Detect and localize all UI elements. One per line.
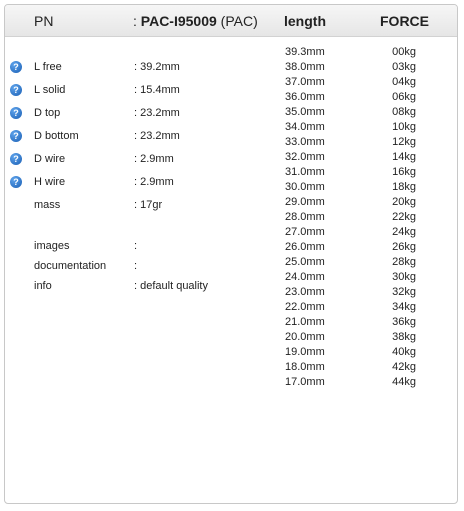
spring-spec-panel	[4, 4, 458, 504]
length-cell: 36.0mm	[285, 91, 325, 103]
help-icon[interactable]: ?	[10, 61, 22, 73]
property-label: D wire	[34, 153, 66, 165]
property-label: documentation	[34, 260, 107, 272]
length-cell: 33.0mm	[285, 136, 325, 148]
help-icon[interactable]: ?	[10, 176, 22, 188]
length-cell: 30.0mm	[285, 181, 325, 193]
length-cell: 21.0mm	[285, 316, 325, 328]
length-cell: 39.3mm	[285, 46, 325, 58]
help-icon[interactable]: ?	[10, 84, 22, 96]
table-row	[5, 210, 457, 225]
table-row	[5, 120, 457, 135]
force-cell: 34kg	[392, 301, 416, 313]
property-value: :	[134, 240, 138, 252]
length-cell: 22.0mm	[285, 301, 325, 313]
table-row	[5, 180, 457, 195]
force-cell: 18kg	[392, 181, 416, 193]
force-cell: 24kg	[392, 226, 416, 238]
length-cell: 32.0mm	[285, 151, 325, 163]
property-value: : 17gr	[134, 199, 163, 211]
table-row	[5, 360, 457, 375]
force-cell: 08kg	[392, 106, 416, 118]
force-cell: 06kg	[392, 91, 416, 103]
length-cell: 34.0mm	[285, 121, 325, 133]
property-label: L solid	[34, 84, 66, 96]
part-brand: (PAC)	[216, 13, 258, 29]
force-cell: 00kg	[392, 46, 416, 58]
length-cell: 19.0mm	[285, 346, 325, 358]
force-cell: 12kg	[392, 136, 416, 148]
property-value: : 15.4mm	[134, 84, 180, 96]
property-value: : default quality	[134, 280, 208, 292]
table-row	[5, 60, 457, 75]
length-cell: 20.0mm	[285, 331, 325, 343]
property-label: L free	[34, 61, 62, 73]
force-cell: 36kg	[392, 316, 416, 328]
length-cell: 28.0mm	[285, 211, 325, 223]
length-cell: 17.0mm	[285, 376, 325, 388]
property-label: D top	[34, 107, 61, 119]
force-cell: 20kg	[392, 196, 416, 208]
property-value: : 23.2mm	[134, 130, 180, 142]
force-cell: 03kg	[392, 61, 416, 73]
property-label: images	[34, 240, 70, 252]
table-row	[5, 75, 457, 90]
table-row	[5, 150, 457, 165]
table-row	[5, 255, 457, 270]
table-row	[5, 375, 457, 390]
force-cell: 22kg	[392, 211, 416, 223]
force-cell: 04kg	[392, 76, 416, 88]
force-cell: 38kg	[392, 331, 416, 343]
length-cell: 37.0mm	[285, 76, 325, 88]
table-row	[5, 345, 457, 360]
table-row	[5, 330, 457, 345]
force-cell: 28kg	[392, 256, 416, 268]
force-cell: 44kg	[392, 376, 416, 388]
force-cell: 30kg	[392, 271, 416, 283]
force-cell: 26kg	[392, 241, 416, 253]
pn-header: PN	[34, 13, 54, 29]
help-icon[interactable]: ?	[10, 130, 22, 142]
property-value: : 2.9mm	[134, 176, 174, 188]
force-column-header: FORCE	[380, 13, 429, 29]
table-row	[5, 195, 457, 210]
force-cell: 14kg	[392, 151, 416, 163]
length-cell: 27.0mm	[285, 226, 325, 238]
table-row	[5, 105, 457, 120]
table-row	[5, 165, 457, 180]
table-row	[5, 90, 457, 105]
length-cell: 23.0mm	[285, 286, 325, 298]
force-cell: 32kg	[392, 286, 416, 298]
table-row	[5, 225, 457, 240]
force-cell: 42kg	[392, 361, 416, 373]
property-label: mass	[34, 199, 61, 211]
help-icon[interactable]: ?	[10, 107, 22, 119]
length-cell: 24.0mm	[285, 271, 325, 283]
table-row	[5, 135, 457, 150]
table-row	[5, 300, 457, 315]
property-label: D bottom	[34, 130, 79, 142]
property-value: : 2.9mm	[134, 153, 174, 165]
length-cell: 31.0mm	[285, 166, 325, 178]
help-icon[interactable]: ?	[10, 153, 22, 165]
property-value: :	[134, 260, 138, 272]
part-code-prefix: :	[133, 13, 141, 29]
table-row	[5, 315, 457, 330]
part-number: PAC-I95009	[140, 13, 217, 29]
force-cell: 40kg	[392, 346, 416, 358]
length-cell: 26.0mm	[285, 241, 325, 253]
table-row	[5, 45, 457, 60]
property-value: : 23.2mm	[134, 107, 180, 119]
force-cell: 16kg	[392, 166, 416, 178]
length-cell: 38.0mm	[285, 61, 325, 73]
table-row	[5, 270, 457, 285]
length-cell: 25.0mm	[285, 256, 325, 268]
length-cell: 35.0mm	[285, 106, 325, 118]
length-cell: 18.0mm	[285, 361, 325, 373]
length-force-table	[5, 5, 457, 503]
force-cell: 10kg	[392, 121, 416, 133]
table-row	[5, 240, 457, 255]
length-cell: 29.0mm	[285, 196, 325, 208]
length-column-header: length	[284, 13, 326, 29]
table-row	[5, 285, 457, 300]
property-label: info	[34, 280, 52, 292]
property-label: H wire	[34, 176, 66, 188]
property-value: : 39.2mm	[134, 61, 180, 73]
